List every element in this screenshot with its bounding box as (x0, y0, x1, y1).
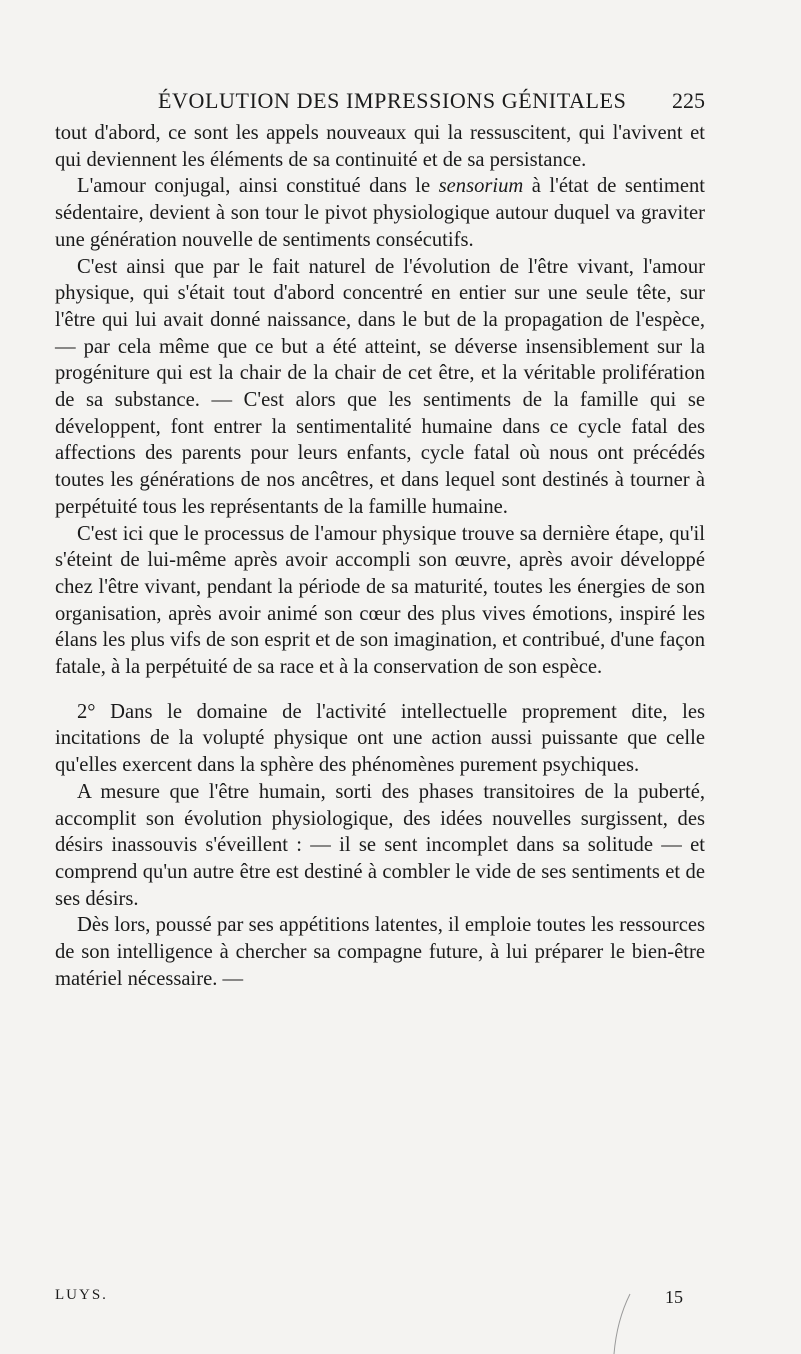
italic-term: sensorium (438, 175, 524, 198)
paragraph: Dès lors, poussé par ses appétitions latentes, il emploie toutes les ressources de son intelligence à chercher sa compagne future, à lui préparer le bien-être matériel nécessaire. — (55, 914, 705, 990)
paragraph: C'est ici que le processus de l'amour physique trouve sa dernière étape, qu'il s'éteint de lui-même après avoir accompli son œuvre, après avoir développé chez l'être vivant, pendant la période de sa maturité, toutes les énergies de son organisation, après avoir animé son cœur des plus vives émotions, inspiré les élans les plus vifs de son esprit et de son imagination, et contribué, d'une façon fatale, à la perpétuité de sa race et à la conservation de son espèce. (55, 522, 705, 679)
running-title: ÉVOLUTION DES IMPRESSIONS GÉNITALES (158, 88, 627, 113)
text-run: à l'état de sentiment sédentaire, devient à son tour le pivot physiologique autour duquel va graviter une génération nouvelle de sentiments consécutifs. (55, 175, 705, 251)
page-edge-crease (608, 1290, 648, 1354)
text-run: L'amour conjugal, ainsi constitué dans le (77, 175, 439, 198)
section-paragraph: 2° Dans le domaine de l'activité intellectuelle proprement dite, les incitations de la volupté physique ont une action aussi puissante que celle qu'elles exercent dans la sphère des phénomènes purement psychiques. (55, 700, 705, 777)
paragraph (55, 173, 705, 253)
signature-number: 15 (665, 1287, 683, 1307)
paragraph: tout d'abord, ce sont les appels nouveaux qui la ressuscitent, qui l'avivent et qui deviennent les éléments de sa continuité et de sa persistance. (55, 122, 705, 171)
signature-mark: LUYS. (55, 1287, 108, 1303)
page-header (0, 88, 801, 118)
paragraph: C'est ainsi que par le fait naturel de l'évolution de l'être vivant, l'amour physique, qui s'était tout d'abord concentré en entier sur une seule tête, sur l'être qui lui avait donné naissance, dans le but de la propagation de l'espèce, — par cela même que ce but a été atteint, se déverse insensiblement sur la progéniture qui est la chair de la chair de cet être, et la véritable prolifération de sa substance. — C'est alors que les sentiments de la famille qui se développent, font entrer la sentimentalité humaine dans ce cycle fatal des affections des parents pour leurs enfants, cycle fatal où nous ont précédés toutes les générations de nos ancêtres, et dans lequel sont destinés à tourner à perpétuité tous les représentants de la famille humaine. (55, 255, 705, 518)
page-number: 225 (672, 88, 705, 113)
body-text (55, 120, 705, 993)
paragraph: A mesure que l'être humain, sorti des phases transitoires de la puberté, accomplit son évolution physiologique, des idées nouvelles surgissent, des désirs inassouvis s'éveillent : — il se sent incomplet dans sa solitude — et comprend qu'un autre être est destiné à combler le vide de ses sentiments et de ses désirs. (55, 780, 705, 910)
